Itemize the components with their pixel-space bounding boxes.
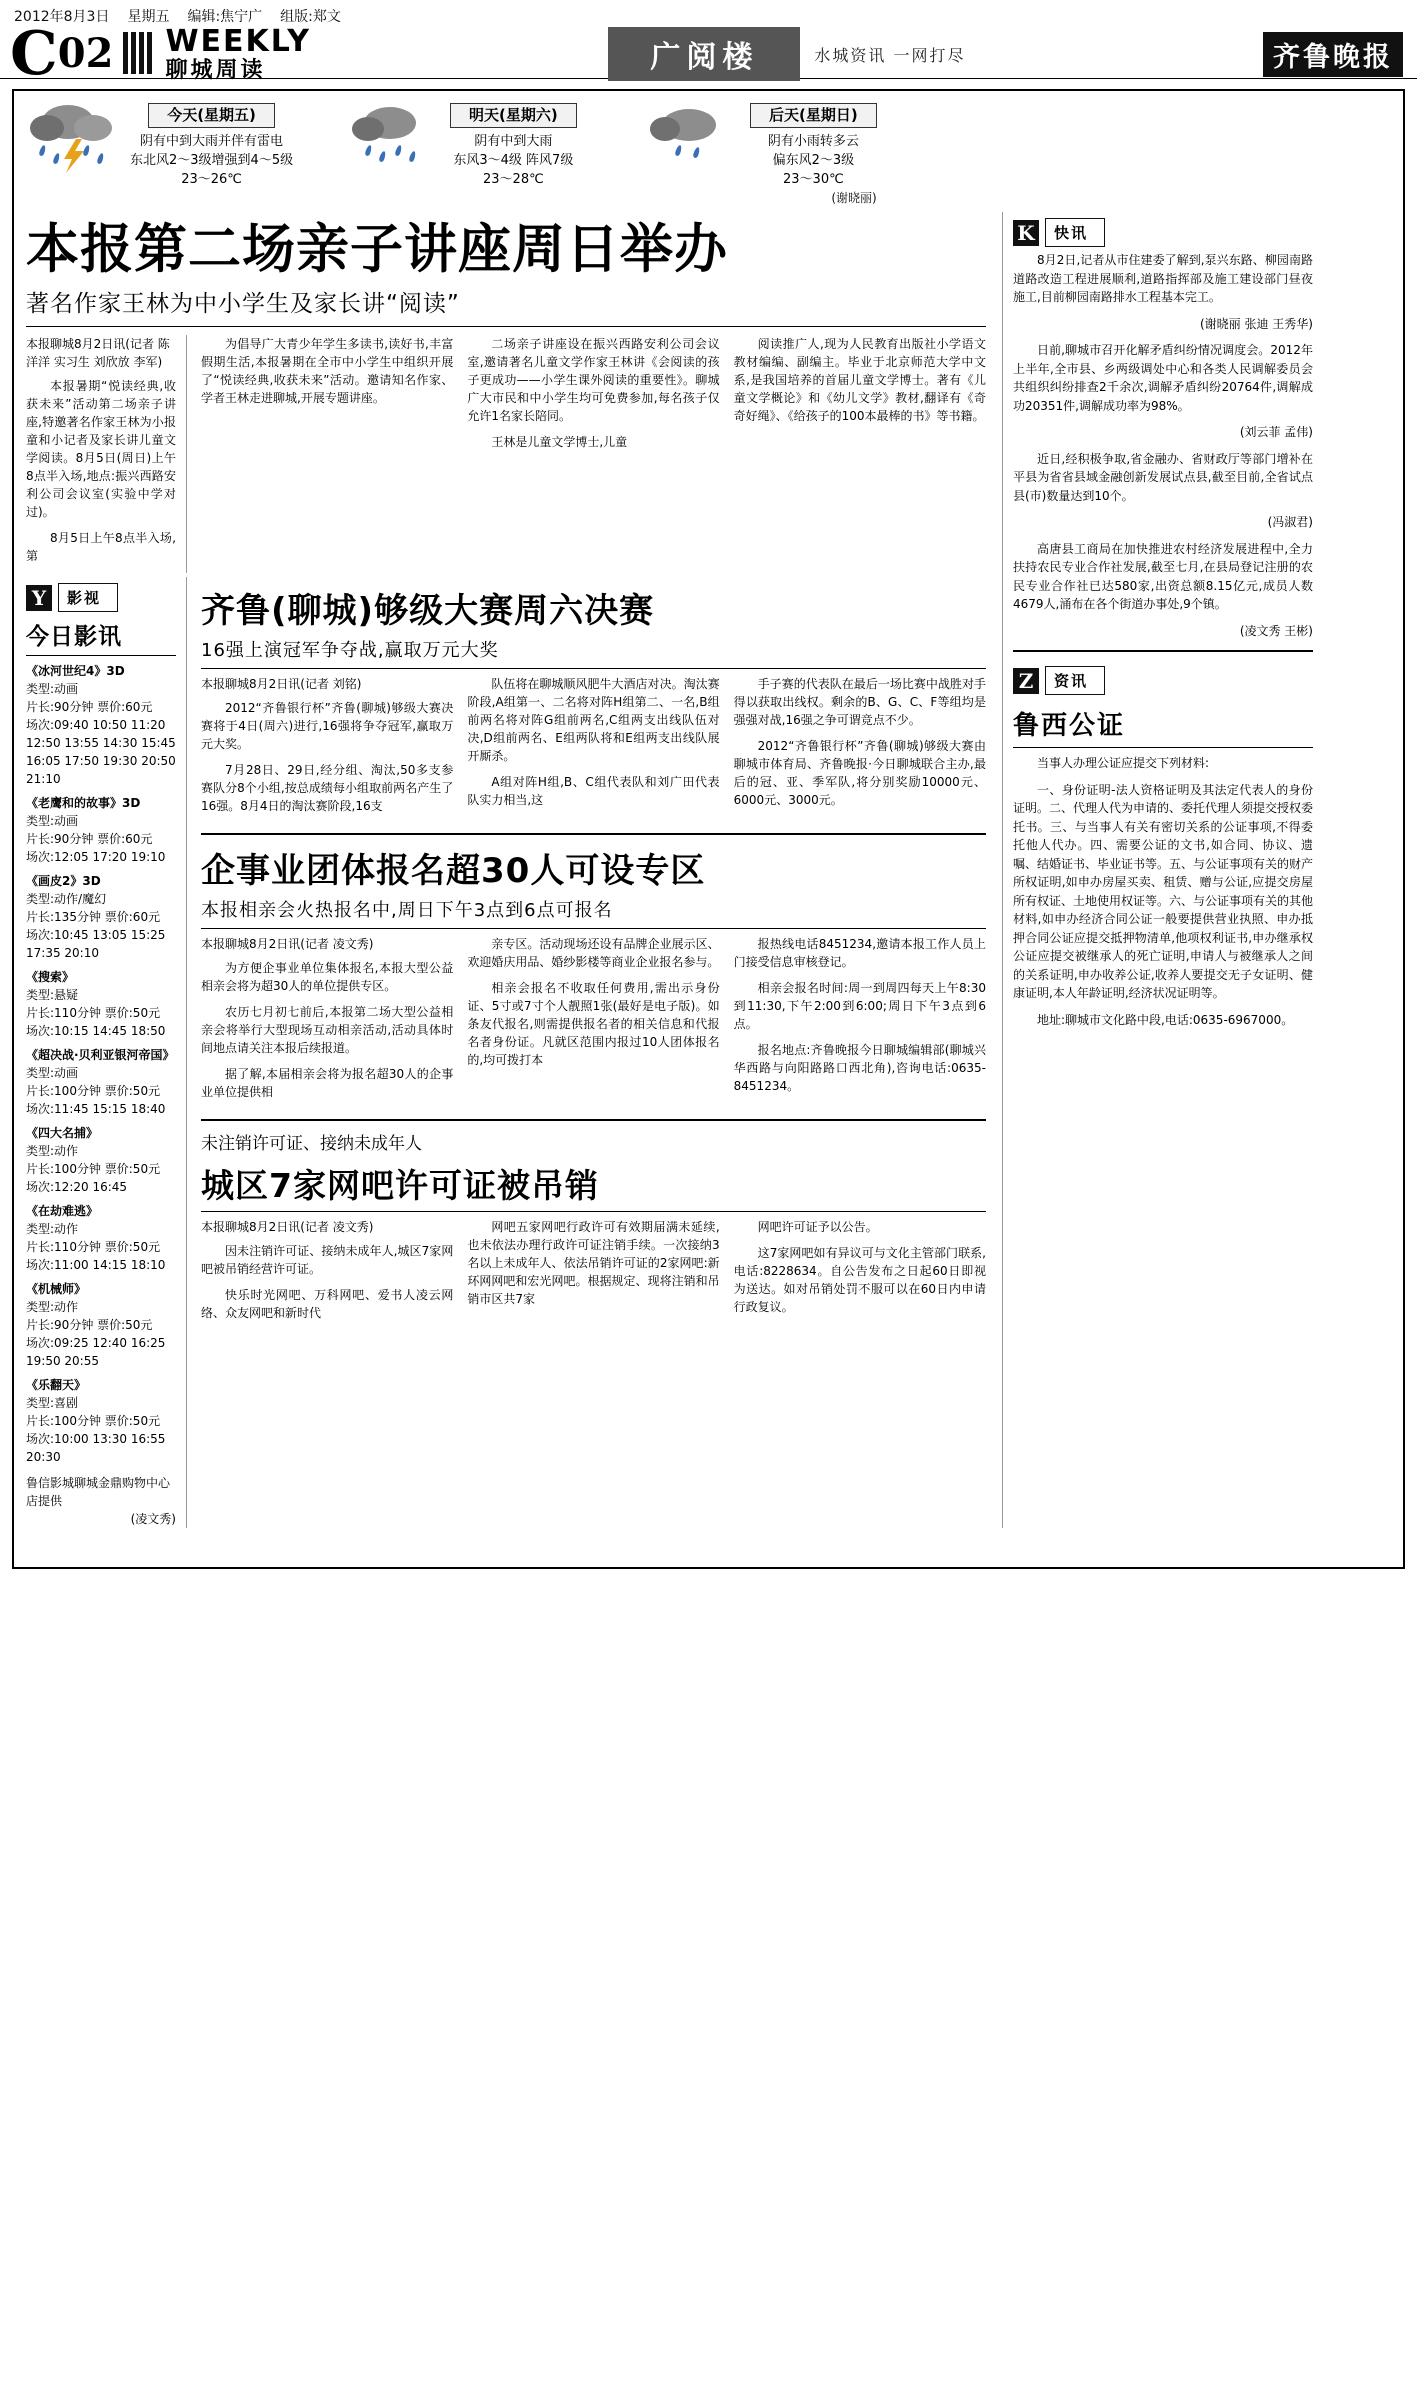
weather-credit: (谢晓丽) [831, 191, 877, 205]
kuaixun-list [1013, 251, 1313, 640]
story3-col3 [734, 935, 986, 1109]
story3-para: 报名地点:齐鲁晚报今日聊城编辑部(聊城兴华西路与向阳路路口西北角),咨询电话:0635-8451234。 [733, 1043, 986, 1094]
film-length: 片长:90分钟 票价:60元 [26, 700, 153, 715]
zixun-para: 地址:聊城市文化路中段,电话:0635-6967000。 [1037, 1012, 1294, 1027]
weather-item-today [26, 101, 346, 189]
zixun-section-label [1013, 666, 1105, 695]
film-times: 场次:12:20 16:45 [26, 1180, 128, 1195]
kuaixun-section-label [1013, 218, 1105, 247]
film-length: 片长:100分钟 票价:50元 [26, 1162, 161, 1177]
film-name: 《乐翻天》 [26, 1378, 87, 1393]
story4-byline: 本报聊城8月2日讯(记者 凌文秀) [201, 1220, 374, 1235]
weekly-cn: 聊城周读 [165, 57, 266, 83]
page-number: 02 [57, 30, 114, 77]
film-footer-credit: (凌文秀) [130, 1512, 176, 1527]
film-footer-line: 鲁信影城聊城金鼎购物中心 [26, 1476, 171, 1491]
film-footer-line: 店提供 [26, 1494, 63, 1509]
story2-byline: 本报聊城8月2日讯(记者 刘铭) [201, 677, 362, 692]
film-label-text: 影视 [58, 583, 118, 612]
masthead [0, 0, 1417, 89]
film-times: 场次:10:15 14:45 18:50 [26, 1024, 166, 1039]
film-times: 场次:11:45 15:15 18:40 [26, 1102, 166, 1117]
film-genre: 类型:动作 [26, 1300, 79, 1315]
cloudy-rain-icon [646, 101, 742, 171]
story4-para: 因未注销许可证、接纳未成年人,城区7家网吧被吊销经营许可证。 [201, 1244, 454, 1277]
story2-col2 [467, 675, 719, 823]
lead-para: 二场亲子讲座设在振兴西路安利公司会议室,邀请著名儿童文学作家王林讲《会阅读的孩子更成功——小学生课外阅读的重要性》。聊城广大市民和中小学生均可免费参加,每名孩子仅允许1名家长陪同。 [467, 337, 720, 424]
story-internet-cafes [201, 1129, 986, 1330]
film-length: 片长:90分钟 票价:50元 [26, 1318, 153, 1333]
weekly-logo [165, 23, 311, 83]
weather-item-dayafter [646, 101, 946, 208]
film-name: 《超决战·贝利亚银河帝国》 [26, 1048, 175, 1063]
story3-para: 亲专区。活动现场还设有品牌企业展示区、欢迎婚庆用品、婚纱影楼等商业企业报名参与。 [467, 937, 720, 970]
section-letter: C [10, 19, 56, 89]
film-item [26, 1280, 176, 1370]
story2-col3 [734, 675, 986, 823]
story4-para: 这7家网吧如有异议可与文化主管部门联系,电话:8228634。自公告发布之日起60日即视为送达。如对吊销处罚不服可以在60日内申请行政复议。 [733, 1246, 986, 1315]
film-item [26, 662, 176, 788]
weekly-en: WEEKLY [165, 23, 311, 59]
story4-para: 网吧五家网吧行政许可有效期届满未延续,也未依法办理行政许可证注销手续。一次接纳3名以上未成年人、依法吊销许可证的2家网吧:新环网网吧和宏光网吧。根据规定、现将注销和吊销市区共7家 [467, 1220, 720, 1307]
story2-para: A组对阵H组,B、C组代表队和刘广田代表队实力相当,这 [467, 775, 720, 808]
film-genre: 类型:动画 [26, 682, 79, 697]
kuaixun-item-credit: (凌文秀 王彬) [1239, 623, 1313, 638]
film-label-letter: Y [26, 585, 52, 611]
story2-para: 2012“齐鲁银行杯”齐鲁(聊城)够级大赛决赛将于4日(周六)进行,16强将争夺冠军,赢取万元大奖。 [201, 701, 454, 752]
story3-col1 [201, 935, 453, 1109]
film-length: 片长:100分钟 票价:50元 [26, 1414, 161, 1429]
story3-para: 相亲会报名不收取任何费用,需出示身份证、5寸或7寸个人靓照1张(最好是电子版)。如条友代报名,则需提供报名者的相关信息和代报名者身份证。凡就区范围内报过10人团体报名的,均可拨打本 [467, 981, 720, 1068]
section-banner: 广阅楼 [608, 27, 800, 81]
weather-day-label: 后天(星期日) [750, 103, 877, 128]
weather-desc: 阴有中到大雨 [474, 134, 553, 149]
story4-eyebrow: 未注销许可证、接纳未成年人 [201, 1134, 422, 1155]
film-genre: 类型:动画 [26, 814, 79, 829]
rain-icon [346, 101, 442, 171]
lead-col2 [201, 335, 453, 573]
story4-col2 [467, 1218, 719, 1330]
editor-credit: 编辑:焦宁广 [187, 9, 263, 25]
story2-para: 7月28日、29日,经分组、淘汰,50多支参赛队分8个小组,按总成绩每小组取前两名产生了16强。8月4日的淘汰赛阶段,16支 [201, 763, 454, 814]
film-item [26, 872, 176, 962]
kuaixun-item-text: 日前,聊城市召开化解矛盾纠纷情况调度会。2012年上半年,全市县、乡两级调处中心和各类人民调解委员会共组织纠纷排查2千余次,调解矛盾纠纷20764件,调解成功20351件,调解成功率为98%。 [1013, 343, 1313, 413]
story-qilu-contest [201, 583, 986, 823]
zixun-label-letter: Z [1013, 668, 1039, 694]
film-times: 场次:09:25 12:40 16:25 19:50 20:55 [26, 1336, 166, 1369]
zixun-para: 当事人办理公证应提交下列材料: [1037, 756, 1210, 770]
film-times: 场次:10:00 13:30 16:55 20:30 [26, 1432, 166, 1465]
lead-subhead: 著名作家王林为中小学生及家长讲“阅读” [26, 285, 986, 327]
masthead-center [311, 30, 1263, 78]
weather-desc: 阴有中到大雨并伴有雷电 [140, 134, 284, 149]
story4-col1 [201, 1218, 453, 1330]
film-item [26, 968, 176, 1040]
film-genre: 类型:动画 [26, 1066, 79, 1081]
weather-strip [26, 101, 1391, 208]
story4-col3 [734, 1218, 986, 1330]
film-item [26, 1046, 176, 1118]
story-blind-date [201, 843, 986, 1109]
story3-title: 企事业团体报名超30人可设专区 [201, 851, 706, 892]
weather-wind: 偏东风2～3级 [772, 153, 855, 168]
zixun-title: 鲁西公证 [1013, 705, 1313, 748]
film-length: 片长:100分钟 票价:50元 [26, 1084, 161, 1099]
film-times: 场次:09:40 10:50 11:20 12:50 13:55 14:30 15:45 16:05 17:50 19:30 20:50 21:10 [26, 718, 176, 787]
kuaixun-item-credit: (冯淑君) [1267, 515, 1313, 529]
film-genre: 类型:悬疑 [26, 988, 79, 1003]
story3-para: 农历七月初七前后,本报第二场大型公益相亲会将举行大型现场互动相亲活动,活动具体时间地点请关注本报后续报道。 [201, 1005, 454, 1056]
weather-item-tomorrow [346, 101, 646, 189]
weather-temp: 23～30℃ [783, 172, 844, 187]
story3-byline: 本报聊城8月2日讯(记者 凌文秀) [201, 937, 374, 952]
lead-para: 为倡导广大青少年学生多读书,读好书,丰富假期生活,本报暑期在全市中小学生中组织开展了“悦读经典,收获未来”活动。邀请知名作家、学者王林走进聊城,开展专题讲座。 [201, 337, 454, 406]
lead-headline: 本报第二场亲子讲座周日举办 [26, 219, 728, 280]
main-column [26, 212, 986, 1528]
film-name: 《在劫难逃》 [26, 1204, 99, 1219]
story3-para: 相亲会报名时间:周一到周四每天上午8:30到11:30,下午2:00到6:00;周日下午3点到6点。 [733, 981, 986, 1032]
divider [201, 833, 986, 835]
story2-para: 队伍将在聊城顺风肥牛大酒店对决。淘汰赛阶段,A组第一、二名将对阵H组第二、一名,B组前两名将对阵G组前两名,C组两支出线队伍对决,D组前两名、E组两队将和E组两支出线队展开厮杀。 [467, 677, 720, 764]
lead-para: 阅读推广人,现为人民教育出版社小学语文教材编编、副编主。毕业于北京师范大学中文系,是我国培养的首届儿童文学博士。著有《儿童文学概论》和《幼儿文学》教材,翻译有《奇奇好绳》、《给孩子的100本最棒的书》等书籍。 [733, 337, 986, 424]
lead-para: 本报暑期“悦读经典,收获未来”活动第二场亲子讲座,特邀著名作家王林为小报童和小记者及家长讲儿童文学阅读。8月5日(周日)上午8点半入场,地点:振兴西路安利公司会议室(实验中学对过)。 [26, 379, 176, 520]
kuaixun-item-text: 8月2日,记者从市住建委了解到,泵兴东路、柳园南路道路改造工程进展顺利,道路指挥部及施工建设部门昼夜施工,目前柳园南路排水工程基本完工。 [1013, 253, 1313, 304]
film-times: 场次:12:05 17:20 19:10 [26, 850, 166, 865]
story3-para: 据了解,本届相亲会将为报名超30人的企事业单位提供相 [201, 1067, 454, 1100]
story4-para: 快乐时光网吧、万科网吧、爱书人凌云网络、众友网吧和新时代 [201, 1288, 454, 1321]
weather-wind: 东北风2～3级增强到4～5级 [130, 153, 294, 168]
film-genre: 类型:喜剧 [26, 1396, 79, 1411]
story3-col2 [467, 935, 719, 1109]
page-frame [12, 89, 1405, 1569]
film-genre: 类型:动作 [26, 1222, 79, 1237]
story2-col1 [201, 675, 453, 823]
weather-text-dayafter [750, 101, 877, 208]
lead-para: 王林是儿童文学博士,儿童 [491, 435, 628, 450]
zixun-para: 一、身份证明-法人资格证明及其法定代表人的身份证明。二、代理人代为申请的、委托代理人须提交授权委托书。三、与当事人有关有密切关系的公证事项,不得委托他人代办。四、需要公证的文书,如合同、协议、遗嘱、结婚证书、毕业证书等。五、与公证事项有关的财产所权证明,如申办房屋买卖、租赁、赠与公证,应提交房屋所有权证、土地使用权证等。六、与公证事项有关的其他材料,如申办经济合同公证一般要提供营业执照、申办抵押合同公证应提交抵押物清单,他项权利证书,申办继承权公证应提交被继承人的死亡证明,申请人与被继承人之间的关系证明,申办收养公证,收养人要提交无子女证明、健康证明,本人年龄证明,经济状况证明等。 [1013, 782, 1314, 1000]
film-genre: 类型:动作 [26, 1144, 79, 1159]
film-name: 《机械师》 [26, 1282, 87, 1297]
film-length: 片长:110分钟 票价:50元 [26, 1006, 161, 1021]
film-item [26, 1376, 176, 1466]
film-length: 片长:135分钟 票价:60元 [26, 910, 161, 925]
kuaixun-item-credit: (刘云菲 孟伟) [1239, 425, 1313, 439]
weather-day-label: 明天(星期六) [450, 103, 577, 128]
film-item [26, 1202, 176, 1274]
issue-weekday: 星期五 [127, 9, 170, 25]
weather-wind: 东风3～4级 阵风7级 [453, 153, 574, 168]
story3-para: 报热线电话8451234,邀请本报工作人员上门接受信息审核登记。 [733, 937, 986, 970]
lead-col4 [734, 335, 986, 573]
kuaixun-item-text: 近日,经积极争取,省金融办、省财政厅等部门增补在平县为省省县域金融创新发展试点县,截至目前,全省试点县(市)数量达到10个。 [1013, 451, 1313, 503]
layout-credit: 组版:郑文 [280, 9, 341, 25]
weather-temp: 23～28℃ [483, 172, 544, 187]
film-times: 场次:10:45 13:05 15:25 17:35 20:10 [26, 928, 166, 961]
story4-title: 城区7家网吧许可证被吊销 [201, 1166, 599, 1206]
film-genre: 类型:动作/魔幻 [26, 892, 107, 907]
weather-desc: 阴有小雨转多云 [767, 134, 859, 149]
film-footer [26, 1474, 176, 1528]
story2-para: 手子赛的代表队在最后一场比赛中战胜对手得以获取出线权。剩余的B、G、C、F等组均是强强对战,16强之争可谓竞点不少。 [733, 677, 986, 728]
paper-logo: 齐鲁晚报 [1263, 32, 1403, 77]
kuaixun-item-text: 高唐县工商局在加快推进农村经济发展进程中,全力扶持农民专业合作社发展,截至七月,在县局登记注册的农民专业合作社已达580家,出资总额8.15亿元,成员人数4679人,涌布在各个街道办事处,9个镇。 [1013, 541, 1313, 611]
film-section-label [26, 583, 118, 612]
film-list [26, 662, 176, 1528]
story4-para: 网吧许可证予以公告。 [757, 1220, 878, 1235]
film-name: 《画皮2》3D [26, 874, 101, 889]
weather-day-label: 今天(星期五) [148, 103, 275, 128]
divider [1013, 650, 1313, 652]
weather-text-today [130, 101, 293, 189]
right-rail [1002, 212, 1313, 1528]
film-name: 《冰河世纪4》3D [26, 664, 125, 679]
film-length: 片长:110分钟 票价:50元 [26, 1240, 161, 1255]
film-sidebar [26, 335, 187, 573]
story2-title: 齐鲁(聊城)够级大赛周六决赛 [201, 591, 655, 632]
film-name: 《四大名捕》 [26, 1126, 99, 1141]
zixun-label-text: 资讯 [1045, 666, 1105, 695]
film-item [26, 794, 176, 866]
story3-para: 为方便企事业单位集体报名,本报大型公益相亲会将为超30人的单位提供专区。 [201, 961, 454, 994]
masthead-left [0, 19, 311, 89]
lead-body [26, 335, 986, 573]
kuaixun-label-letter: K [1013, 220, 1039, 246]
kuaixun-item-credit: (谢晓丽 张迪 王秀华) [1200, 316, 1313, 331]
story3-subtitle: 本报相亲会火热报名中,周日下午3点到6点可报名 [201, 896, 986, 929]
film-column [26, 577, 187, 1528]
film-title: 今日影讯 [26, 618, 176, 656]
film-length: 片长:90分钟 票价:60元 [26, 832, 153, 847]
thunderstorm-icon [26, 101, 122, 171]
section-slogan: 水城资讯 一网打尽 [814, 45, 966, 65]
lead-col3 [467, 335, 719, 573]
stories-area [201, 577, 986, 1528]
zixun-body [1013, 754, 1313, 1029]
masthead-right [1263, 30, 1417, 78]
weather-text-tomorrow [450, 101, 577, 189]
issue-date: 2012年8月3日 [14, 9, 110, 25]
film-name: 《老鹰和的故事》3D [26, 796, 141, 811]
divider [201, 1119, 986, 1121]
lead-para: 8月5日上午8点半入场,第 [26, 531, 176, 564]
film-name: 《搜索》 [26, 970, 75, 985]
lead-byline: 本报聊城8月2日讯(记者 陈洋洋 实习生 刘欣放 李军) [26, 337, 170, 370]
bars-decoration [123, 32, 155, 76]
story2-para: 2012“齐鲁银行杯”齐鲁(聊城)够级大赛由聊城市体育局、齐鲁晚报·今日聊城联合主办,最后的冠、亚、季军队,将分别奖励10000元、6000元、3000元。 [733, 739, 986, 808]
story2-subtitle: 16强上演冠军争夺战,赢取万元大奖 [201, 636, 986, 669]
weather-temp: 23～26℃ [181, 172, 242, 187]
film-item [26, 1124, 176, 1196]
film-times: 场次:11:00 14:15 18:10 [26, 1258, 166, 1273]
kuaixun-label-text: 快讯 [1045, 218, 1105, 247]
